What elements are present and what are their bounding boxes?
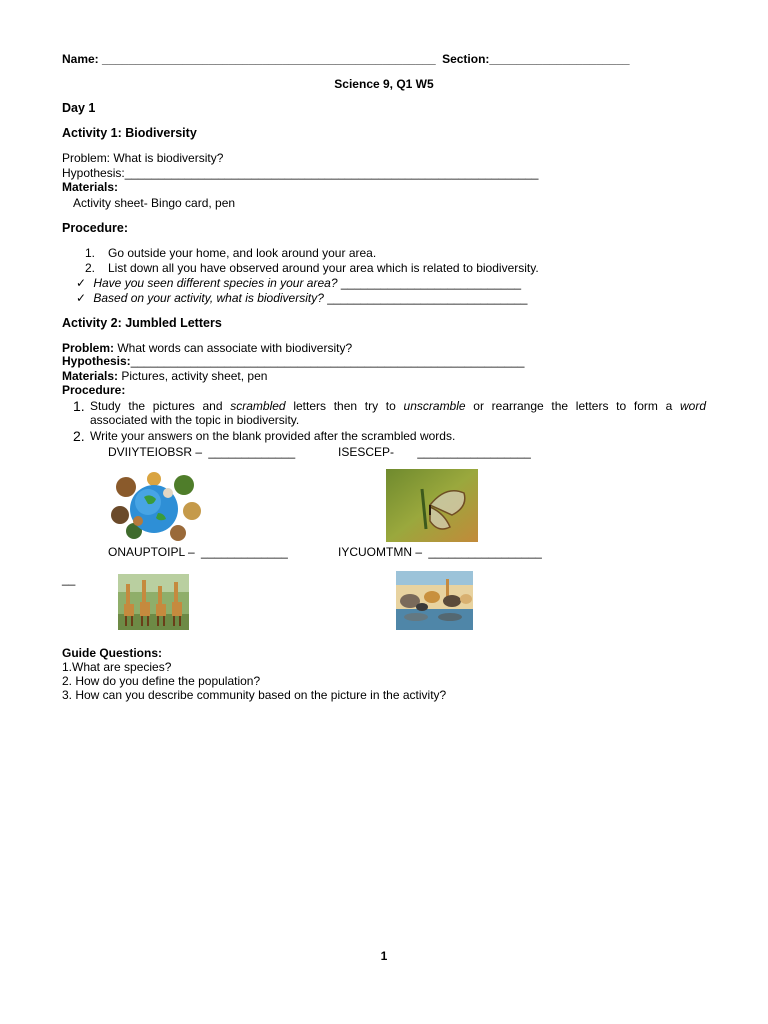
guide-questions-title: Guide Questions: [62,646,163,660]
scrambled-word: DVIIYTEIOBSR – [108,445,203,459]
activity1-materials: Activity sheet- Bingo card, pen [73,196,236,210]
step1-text-word: word [680,399,707,413]
step1-text-scrambled: scrambled [230,399,286,413]
activity1-hypothesis: Hypothesis:______________________________________________________________ [62,166,539,180]
stray-underline: __ [62,572,76,586]
check-item [76,291,527,305]
guide-question: 3. How can you describe community based on the picture in the activity? [62,688,447,702]
activity1-step-text: Go outside your home, and look around your area. [108,246,377,260]
activity1-step [85,246,95,260]
check-item-blank: ______________________________ [327,291,528,305]
answer-blank: _____________ [201,545,288,559]
earth-animals-picture [108,471,204,543]
scrambled-word: IYCUOMTMN – [338,545,422,559]
activity2-title: Activity 2: Jumbled Letters [62,316,222,330]
worksheet-title: Science 9, Q1 W5 [334,77,434,91]
materials-text: Pictures, activity sheet, pen [121,369,268,383]
hypothesis-label: Hypothesis: [62,354,131,368]
step-number: 1. [85,246,96,260]
activity2-hypothesis [62,354,524,368]
problem-text: What words can associate with biodiversity? [117,341,353,355]
materials-label: Materials: [62,369,119,383]
butterfly-picture [386,469,478,542]
scrambled-word-item [108,545,288,559]
day-heading: Day 1 [62,101,96,115]
scrambled-word-item [338,445,531,459]
problem-label: Problem: [62,341,115,355]
step1-text-a: Study the pictures and [90,399,223,413]
step1-text-c: letters then try to [293,399,396,413]
step1-text-unscramble: unscramble [403,399,466,413]
section-blank: _____________________ [489,52,630,66]
name-label: Name: [62,52,99,66]
checkmark-icon: ✓ [76,291,87,305]
answer-blank: _________________ [417,445,531,459]
name-blank: __________________________________________________ [102,52,436,66]
answer-blank: _____________ [208,445,296,459]
check-item-blank: ___________________________ [340,276,522,290]
check-item-text: Have you seen different species in your area? [93,276,338,290]
activity1-procedure-label: Procedure: [62,221,128,235]
step1-text-e: or rearrange the letters to form a [473,399,673,413]
scrambled-word-item [338,545,542,559]
step-number: 2. [85,261,96,275]
answer-blank: _________________ [428,545,542,559]
check-item-text: Based on your activity, what is biodiversity? [93,291,324,305]
activity2-step1-line1 [90,399,706,413]
hypothesis-blank: ___________________________________________________________ [130,354,525,368]
step-number: 1. [73,398,85,414]
scrambled-word: ONAUPTOIPL – [108,545,195,559]
guide-question: 1.What are species? [62,660,172,674]
activity1-title: Activity 1: Biodiversity [62,126,197,140]
check-item [76,276,521,290]
scrambled-word: ISESCEP- [338,445,395,459]
name-line [62,52,630,66]
activity2-problem [62,341,352,355]
activity1-problem: Problem: What is biodiversity? [62,151,224,165]
activity1-step-text: List down all you have observed around your area which is related to biodiversity. [108,261,539,275]
activity1-step [85,261,95,275]
step-number: 2. [73,428,85,444]
activity2-step1-line2: associated with the topic in biodiversity. [90,413,300,427]
activity2-materials [62,369,267,383]
giraffes-picture [118,574,189,630]
checkmark-icon: ✓ [76,276,87,290]
section-label: Section: [442,52,490,66]
activity2-step2-text: Write your answers on the blank provided after the scrambled words. [90,429,456,443]
activity2-procedure-label: Procedure: [62,383,126,397]
activity1-materials-label: Materials: [62,180,119,194]
guide-question: 2. How do you define the population? [62,674,261,688]
animal-community-picture [396,571,473,630]
scrambled-word-item [108,445,295,459]
page-number: 1 [380,949,388,963]
